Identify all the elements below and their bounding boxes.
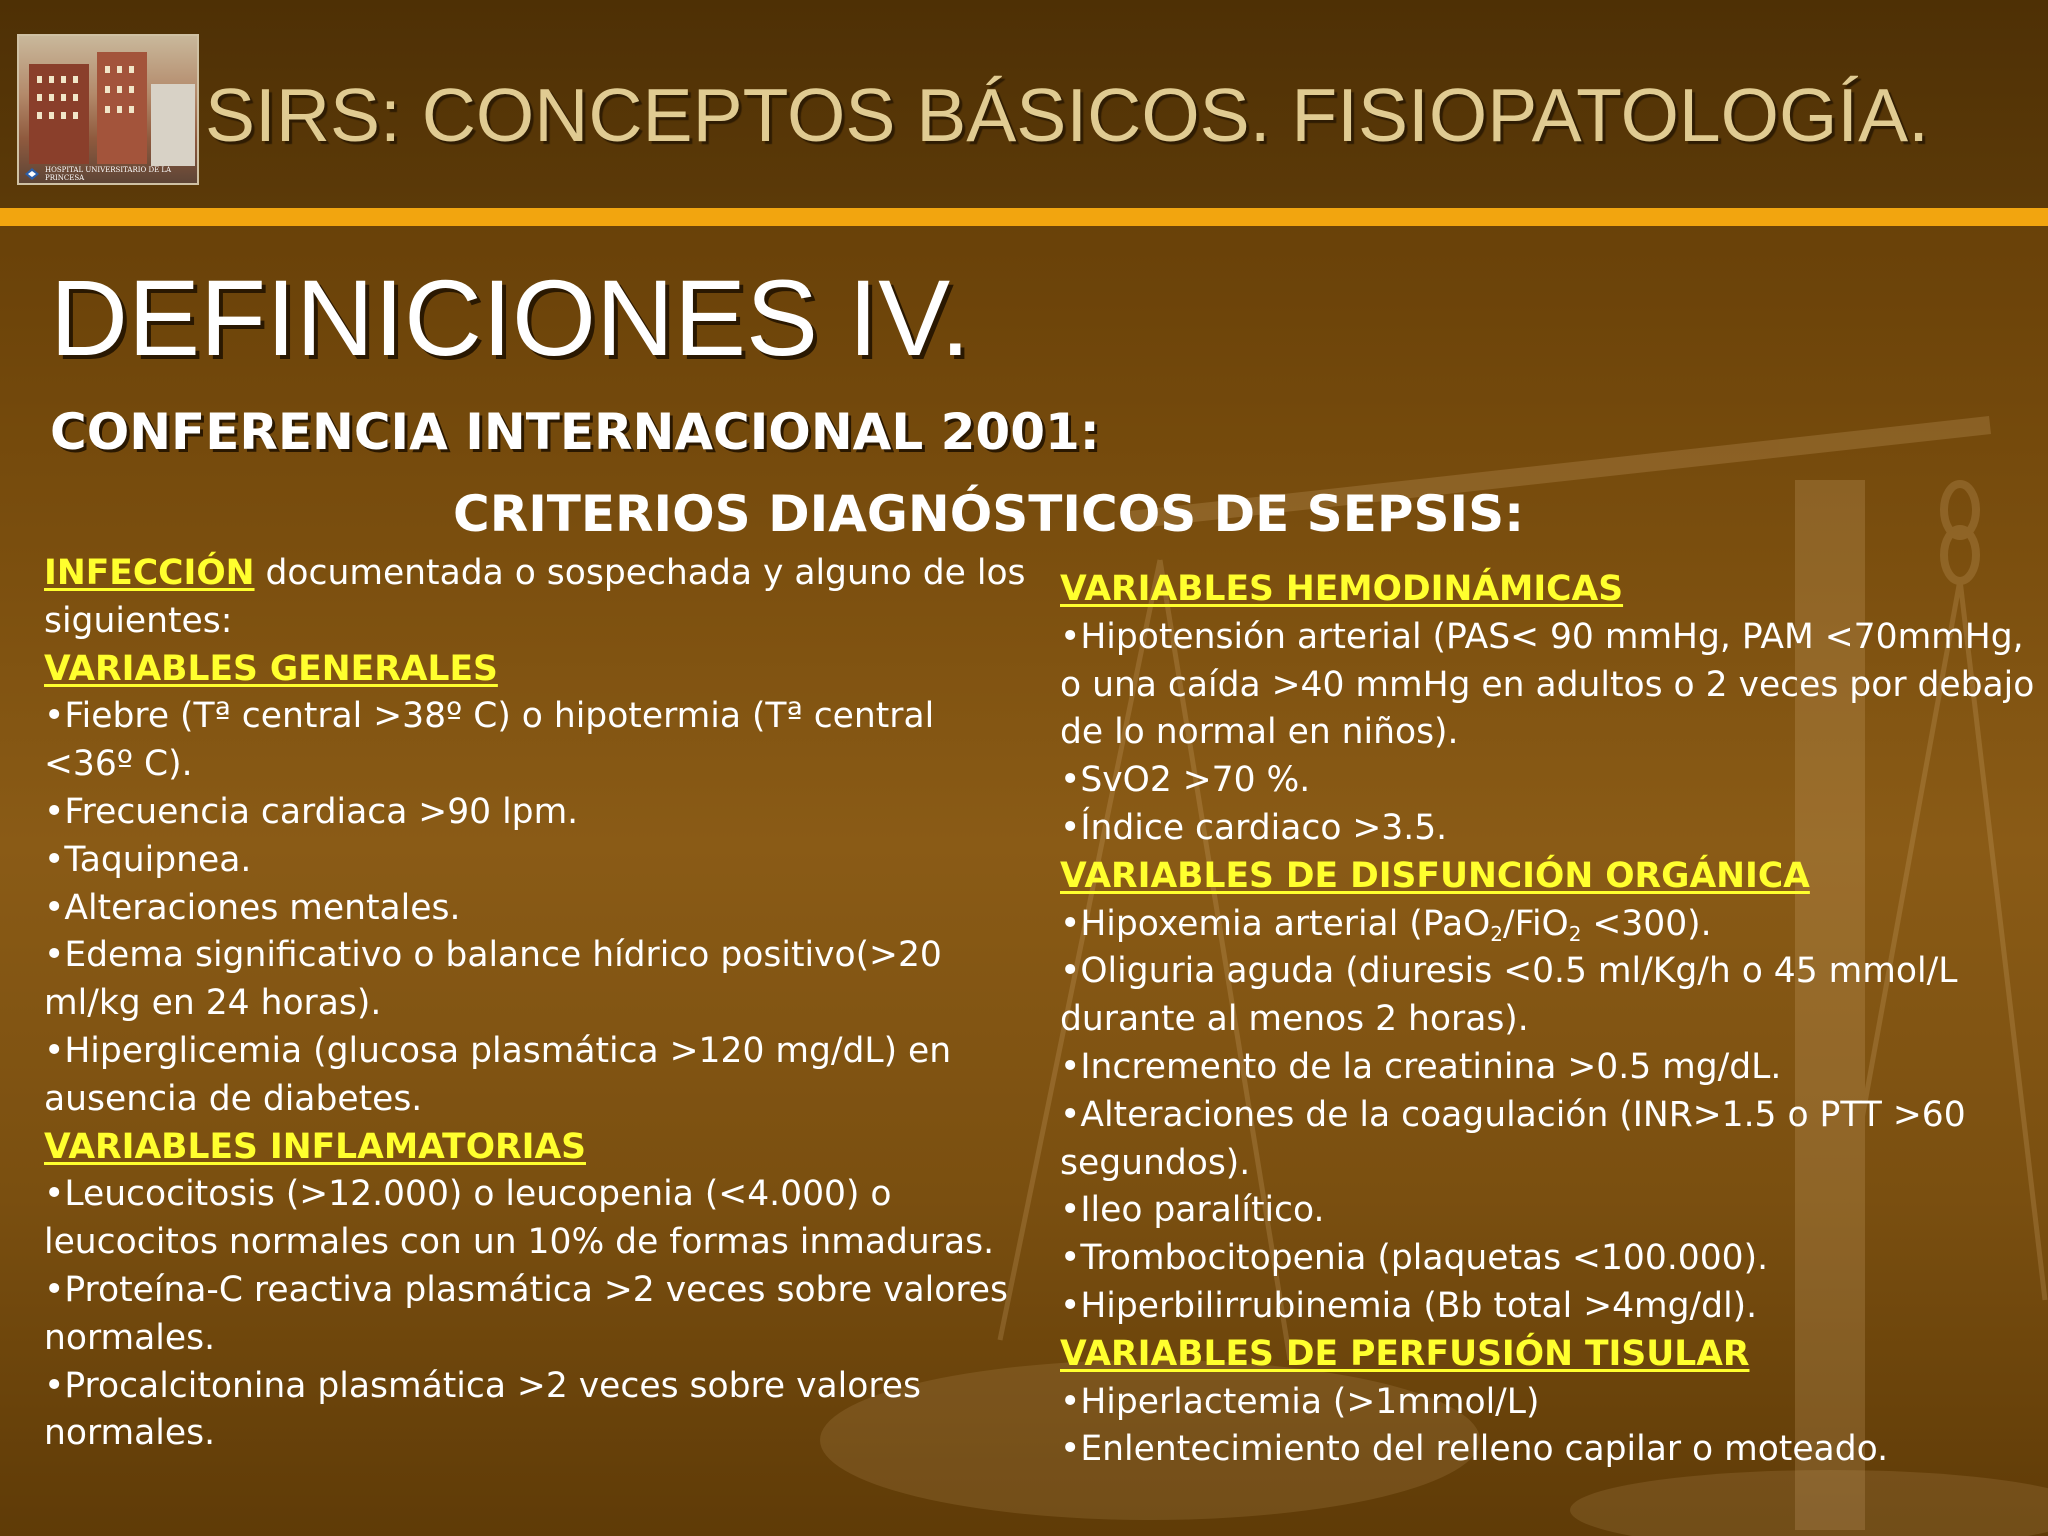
- list-item: •Enlentecimiento del relleno capilar o moteado.: [1060, 1429, 1889, 1470]
- list-item: •Fiebre (Tª central >38º C) o hipotermia (Tª central <36º C).: [44, 696, 935, 785]
- right-column: [1060, 566, 2045, 1474]
- header-title: SIRS: CONCEPTOS BÁSICOS. FISIOPATOLOGÍA.: [205, 73, 1930, 157]
- list-item: •Proteína-C reactiva plasmática >2 veces sobre valores normales.: [44, 1269, 1008, 1358]
- list-item: •Hipotensión arterial (PAS< 90 mmHg, PAM <70mmHg, o una caída >40 mmHg en adultos o 2 veces por debajo de lo normal en niños).: [1060, 616, 2035, 753]
- intro-text: documentada o sospechada y alguno de los siguientes:: [44, 553, 1026, 641]
- list-item: •Edema significativo o balance hídrico positivo(>20 ml/kg en 24 horas).: [44, 935, 942, 1024]
- section-heading-hemodinamicas: VARIABLES HEMODINÁMICAS: [1060, 569, 1624, 609]
- list-item-hipoxemia: •Hipoxemia arterial (PaO$_2$/FiO$_2$ <300).: [1060, 903, 1712, 946]
- list-item: •Leucocitosis (>12.000) o leucopenia (<4.000) o leucocitos normales con un 10% de formas inmaduras.: [44, 1174, 995, 1263]
- list-item: •Trombocitopenia (plaquetas <100.000).: [1060, 1238, 1769, 1279]
- logo-caption: HOSPITAL UNIVERSITARIO DE LA PRINCESA: [45, 166, 172, 182]
- list-item: •Procalcitonina plasmática >2 veces sobre valores normales.: [44, 1365, 922, 1454]
- left-column: [44, 550, 1034, 1458]
- section-heading-inflamatorias: VARIABLES INFLAMATORIAS: [44, 1126, 586, 1167]
- intro-paragraph: [44, 550, 1034, 646]
- list-item: •SvO2 >70 %.: [1060, 760, 1311, 801]
- criteria-title: CRITERIOS DIAGNÓSTICOS DE SEPSIS:: [453, 485, 1525, 543]
- list-item: •Hiperglicemia (glucosa plasmática >120 mg/dL) en ausencia de diabetes.: [44, 1030, 952, 1119]
- hospital-logo: [17, 34, 199, 185]
- section-heading-disfuncion: VARIABLES DE DISFUNCIÓN ORGÁNICA: [1060, 855, 1810, 896]
- list-item: •Incremento de la creatinina >0.5 mg/dL.: [1060, 1046, 1782, 1087]
- list-item: •Hiperbilirrubinemia (Bb total >4mg/dl).: [1060, 1285, 1758, 1326]
- list-item: •Hiperlactemia (>1mmol/L): [1060, 1381, 1540, 1422]
- list-item: •Ileo paralítico.: [1060, 1190, 1325, 1231]
- slide-heading: DEFINICIONES IV.: [50, 257, 971, 378]
- list-item: •Taquipnea.: [44, 839, 252, 880]
- slide-subheading: CONFERENCIA INTERNACIONAL 2001:: [50, 403, 1100, 461]
- header-divider: [0, 208, 2048, 226]
- list-item: •Índice cardiaco >3.5.: [1060, 807, 1448, 848]
- infeccion-label: INFECCIÓN: [44, 553, 255, 593]
- section-heading-generales: VARIABLES GENERALES: [44, 648, 498, 689]
- hospital-emblem-icon: [25, 168, 39, 180]
- list-item: •Alteraciones mentales.: [44, 887, 461, 928]
- list-item: •Alteraciones de la coagulación (INR>1.5 o PTT >60 segundos).: [1060, 1094, 1966, 1183]
- section-heading-perfusion: VARIABLES DE PERFUSIÓN TISULAR: [1060, 1333, 1750, 1374]
- list-item: •Oliguria aguda (diuresis <0.5 ml/Kg/h o 45 mmol/L durante al menos 2 horas).: [1060, 951, 1958, 1040]
- list-item: •Frecuencia cardiaca >90 lpm.: [44, 791, 579, 832]
